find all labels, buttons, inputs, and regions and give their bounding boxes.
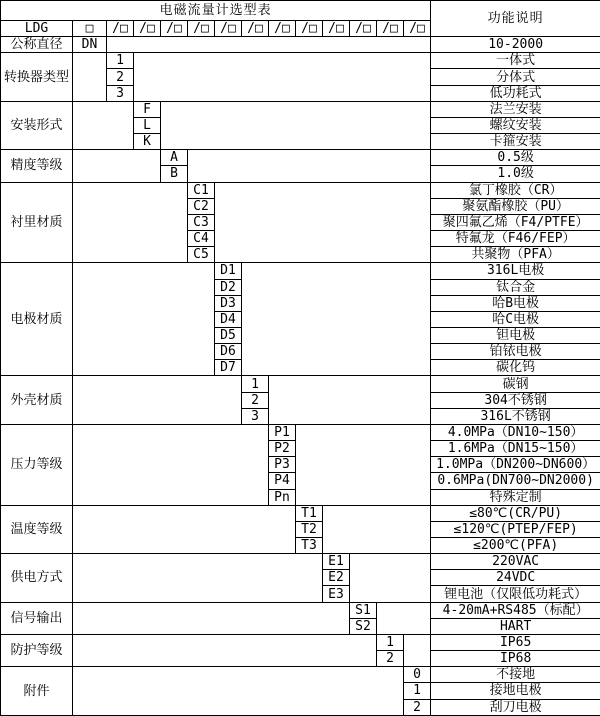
option-desc: ≤120℃(PTEP/FEP) [431, 521, 600, 537]
option-code: T2 [296, 521, 323, 537]
option-desc: 1.0级 [431, 166, 600, 182]
option-code: D5 [215, 327, 242, 343]
option-desc: 铂铱电极 [431, 344, 600, 360]
filler-left [73, 376, 242, 424]
option-code: C4 [188, 231, 215, 247]
filler-left [73, 602, 350, 634]
option-code: 2 [242, 392, 269, 408]
option-code: T3 [296, 538, 323, 554]
option-desc: 法兰安装 [431, 101, 600, 117]
option-row [1, 424, 600, 440]
option-desc: ≤200℃(PFA) [431, 538, 600, 554]
option-code: E2 [323, 570, 350, 586]
diameter-row [1, 37, 600, 53]
option-desc: IP65 [431, 634, 600, 650]
diameter-code: DN [73, 37, 107, 53]
option-desc: 一体式 [431, 53, 600, 69]
option-code: 2 [404, 699, 431, 715]
model-slot-1: /□ [107, 21, 134, 37]
option-desc: 不接地 [431, 667, 600, 683]
option-code: D3 [215, 295, 242, 311]
option-desc: 1.0MPa（DN200~DN600） [431, 457, 600, 473]
option-desc: 卡箍安装 [431, 134, 600, 150]
function-column-header: 功能说明 [431, 1, 600, 37]
option-row [1, 505, 600, 521]
filler-left [73, 554, 323, 602]
filler-left [73, 263, 215, 376]
model-slot-11: /□ [377, 21, 404, 37]
option-row [1, 53, 600, 69]
model-slot-5: /□ [215, 21, 242, 37]
filler-left [73, 182, 188, 263]
option-row [1, 150, 600, 166]
model-slot-2: /□ [134, 21, 161, 37]
option-code: S1 [350, 602, 377, 618]
option-code: P1 [269, 424, 296, 440]
filler-right [215, 182, 431, 263]
model-slot-3: /□ [161, 21, 188, 37]
option-code: 2 [377, 651, 404, 667]
model-slot-12: /□ [404, 21, 431, 37]
option-desc: 316L电极 [431, 263, 600, 279]
filler-right [296, 424, 431, 505]
option-desc: 锂电池（仅限低功耗式） [431, 586, 600, 602]
model-slot-7: /□ [269, 21, 296, 37]
diameter-desc: 10-2000 [431, 37, 600, 53]
filler-left [73, 53, 107, 101]
option-code: D1 [215, 263, 242, 279]
model-slot-6: /□ [242, 21, 269, 37]
option-code: P4 [269, 473, 296, 489]
filler-cell [107, 37, 431, 53]
option-desc: 聚氨酯橡胶（PU） [431, 198, 600, 214]
option-code: D6 [215, 344, 242, 360]
option-code: P3 [269, 457, 296, 473]
filler-right [404, 634, 431, 666]
option-row [1, 634, 600, 650]
row-label-diameter: 公称直径 [1, 37, 73, 53]
filler-right [377, 602, 431, 634]
option-desc: 0.6MPa(DN700~DN2000) [431, 473, 600, 489]
filler-left [73, 634, 377, 666]
group-label-2: 安装形式 [1, 101, 73, 149]
option-row [1, 376, 600, 392]
filler-left [73, 101, 134, 149]
option-desc: 304不锈钢 [431, 392, 600, 408]
header-row [1, 1, 600, 21]
option-code: A [161, 150, 188, 166]
group-label-12: 附件 [1, 667, 73, 716]
option-row [1, 554, 600, 570]
option-desc: 特殊定制 [431, 489, 600, 505]
option-desc: 哈C电极 [431, 311, 600, 327]
option-desc: 1.6MPa（DN15~150） [431, 441, 600, 457]
option-code: 1 [107, 53, 134, 69]
filler-right [134, 53, 431, 101]
option-code: 1 [242, 376, 269, 392]
option-code: D2 [215, 279, 242, 295]
option-desc: 钽电极 [431, 327, 600, 343]
filler-left [73, 667, 404, 716]
option-desc: 哈B电极 [431, 295, 600, 311]
option-desc: HART [431, 618, 600, 634]
model-slot-4: /□ [188, 21, 215, 37]
option-code: C3 [188, 214, 215, 230]
option-desc: 刮刀电极 [431, 699, 600, 715]
filler-right [269, 376, 431, 424]
option-code: T1 [296, 505, 323, 521]
group-label-4: 衬里材质 [1, 182, 73, 263]
group-label-5: 电极材质 [1, 263, 73, 376]
option-code: 3 [242, 408, 269, 424]
group-label-8: 温度等级 [1, 505, 73, 553]
option-desc: 碳化钨 [431, 360, 600, 376]
option-code: C1 [188, 182, 215, 198]
option-row [1, 101, 600, 117]
option-code: C5 [188, 247, 215, 263]
filler-left [73, 424, 269, 505]
option-desc: 螺纹安装 [431, 117, 600, 133]
group-label-10: 信号输出 [1, 602, 73, 634]
option-desc: 碳钢 [431, 376, 600, 392]
option-desc: ≤80℃(CR/PU) [431, 505, 600, 521]
option-row [1, 182, 600, 198]
option-desc: 共聚物（PFA） [431, 247, 600, 263]
option-code: 1 [377, 634, 404, 650]
option-row [1, 263, 600, 279]
option-code: Pn [269, 489, 296, 505]
option-code: S2 [350, 618, 377, 634]
option-desc: 220VAC [431, 554, 600, 570]
filler-right [323, 505, 431, 553]
option-desc: 24VDC [431, 570, 600, 586]
filler-right [161, 101, 431, 149]
filler-right [242, 263, 431, 376]
option-code: C2 [188, 198, 215, 214]
option-code: P2 [269, 441, 296, 457]
filler-left [73, 505, 296, 553]
option-code: 2 [107, 69, 134, 85]
filler-right [188, 150, 431, 182]
option-desc: 聚四氟乙烯（F4/PTFE） [431, 214, 600, 230]
option-desc: 氯丁橡胶（CR） [431, 182, 600, 198]
option-code: B [161, 166, 188, 182]
model-base-box: □ [73, 21, 107, 37]
model-prefix: LDG [1, 21, 73, 37]
option-desc: 4-20mA+RS485（标配） [431, 602, 600, 618]
option-desc: 4.0MPa（DN10~150） [431, 424, 600, 440]
group-label-11: 防护等级 [1, 634, 73, 666]
option-desc: 钛合金 [431, 279, 600, 295]
option-code: L [134, 117, 161, 133]
group-label-3: 精度等级 [1, 150, 73, 182]
group-label-1: 转换器类型 [1, 53, 73, 101]
model-slot-10: /□ [350, 21, 377, 37]
option-desc: 低功耗式 [431, 85, 600, 101]
group-label-6: 外壳材质 [1, 376, 73, 424]
option-code: K [134, 134, 161, 150]
group-label-9: 供电方式 [1, 554, 73, 602]
option-desc: 特氟龙（F46/FEP） [431, 231, 600, 247]
option-code: D4 [215, 311, 242, 327]
option-desc: 接地电极 [431, 683, 600, 699]
table-title: 电磁流量计选型表 [1, 1, 431, 21]
model-slot-9: /□ [323, 21, 350, 37]
option-row [1, 667, 600, 683]
option-code: E1 [323, 554, 350, 570]
filler-left [73, 150, 161, 182]
option-desc: 316L不锈钢 [431, 408, 600, 424]
option-desc: 0.5级 [431, 150, 600, 166]
option-code: E3 [323, 586, 350, 602]
option-row [1, 602, 600, 618]
filler-right [350, 554, 431, 602]
option-code: 1 [404, 683, 431, 699]
model-slot-8: /□ [296, 21, 323, 37]
option-code: 3 [107, 85, 134, 101]
option-desc: IP68 [431, 651, 600, 667]
group-label-7: 压力等级 [1, 424, 73, 505]
option-code: F [134, 101, 161, 117]
option-code: D7 [215, 360, 242, 376]
option-desc: 分体式 [431, 69, 600, 85]
option-code: 0 [404, 667, 431, 683]
